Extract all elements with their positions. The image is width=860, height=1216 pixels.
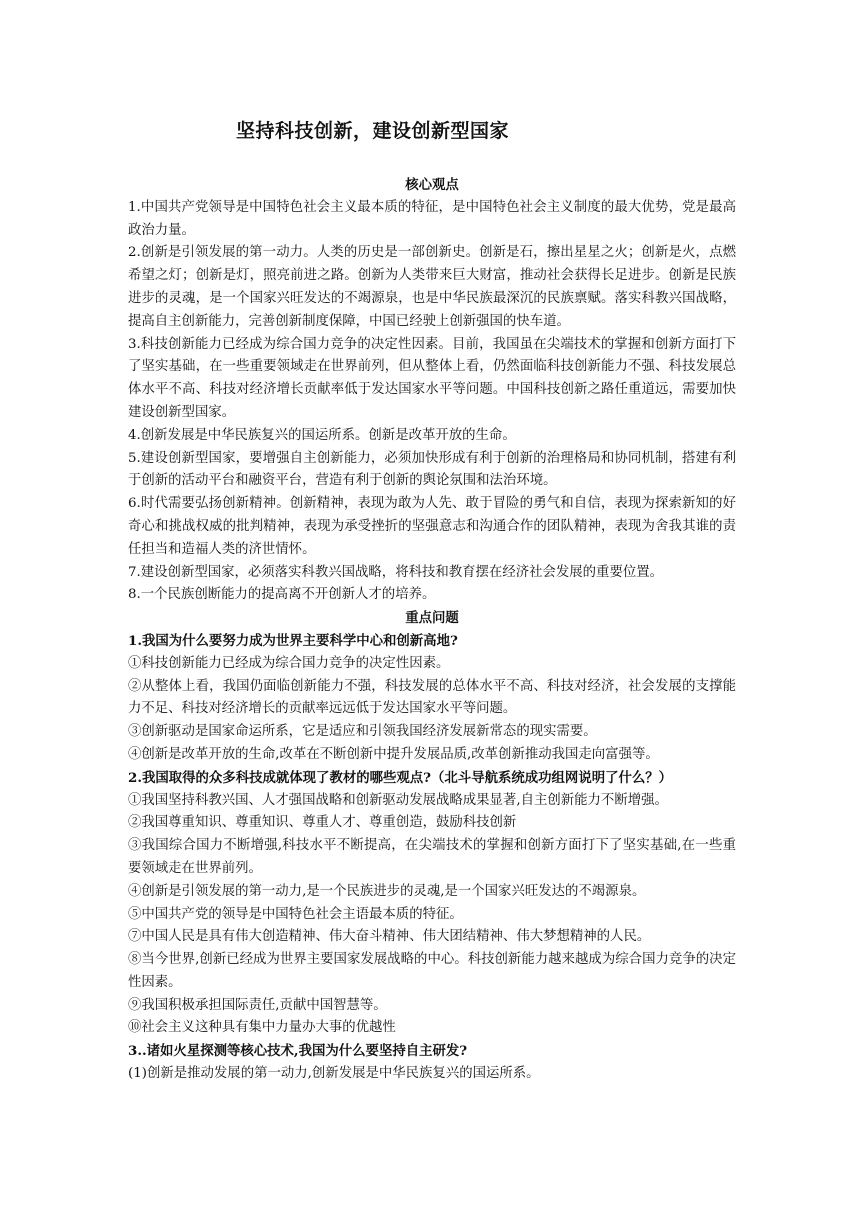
answer-item: ②从整体上看，我国仍面临创新能力不强，科技发展的总体水平不高、科技对经济，社会发展的支撑能力不足、科技对经济增长的贡献率远远低于发达国家水平等问题。 — [128, 678, 736, 717]
answer-item: ④创新是改革开放的生命,改革在不断创新中提升发展品质,改革创新推动我国走向富强等。 — [128, 746, 659, 762]
answer-item: ③创新驱动是国家命运所系，它是适应和引领我国经济发展新常态的现实需要。 — [128, 724, 597, 740]
core-point: 2.创新是引领发展的第一动力。人类的历史是一部创新史。创新是石，擦出星星之火；创新是火，点燃希望之灯；创新是灯，照亮前进之路。创新为人类带来巨大财富，推动社会获得长足进步。创新是民族进步的灵魂，是一个国家兴旺发达的不竭源泉，也是中华民族最深沉的民族禀赋。落实科教兴国战略，提高自主创新能力，完善创新制度保障，中国已经驶上创新强国的快车道。 — [128, 245, 736, 329]
document-body — [128, 174, 736, 1086]
question-3: 3..诸如火星探测等核心技术,我国为什么要坚持自主研发? — [128, 1043, 468, 1060]
core-point: 4.创新发展是中华民族复兴的国运所系。创新是改革开放的生命。 — [128, 427, 516, 443]
core-point: 3.科技创新能力已经成为综合国力竞争的决定性因素。目前，我国虽在尖端技术的掌握和创新方面打下了坚实基础，在一些重要领域走在世界前列，但从整体上看，仍然面临科技创新能力不强、科技发展总体水平不高、科技对经济增长贡献率低于发达国家水平等问题。中国科技创新之路任重道远，需要加快建设创新型国家。 — [128, 336, 736, 420]
answer-item: ①我国坚持科教兴国、人才强国战略和创新驱动发展战略成果显著,自主创新能力不断增强。 — [128, 792, 668, 808]
question-1: 1.我国为什么要努力成为世界主要科学中心和创新高地? — [128, 632, 458, 649]
core-point: 5.建设创新型国家，要增强自主创新能力，必须加快形成有利于创新的治理格局和协同机制，搭建有利于创新的活动平台和融资平台，营造有利于创新的舆论氛围和法治环境。 — [128, 450, 736, 489]
section-heading-core-points: 核心观点 — [405, 177, 459, 193]
core-point: 6.时代需要弘扬创新精神。创新精神，表现为敢为人先、敢于冒险的勇气和自信，表现为探索新知的好奇心和挑战权威的批判精神，表现为承受挫折的坚强意志和沟通合作的团队精神，表现为舍我其谁的责任担当和造福人类的济世情怀。 — [128, 496, 736, 557]
answer-item: ③我国综合国力不断增强,科技水平不断提高，在尖端技术的掌握和创新方面打下了坚实基础,在一些重要领域走在世界前列。 — [128, 838, 736, 876]
core-point: 7.建设创新型国家，必须落实科教兴国战略，将科技和教育摆在经济社会发展的重要位置。 — [128, 564, 664, 580]
page-title: 坚持科技创新，建设创新型国家 — [235, 120, 509, 142]
question-2: 2.我国取得的众多科技成就体现了教材的哪些观点?（北斗导航系统成功组网说明了什么？） — [128, 769, 673, 786]
section-heading-key-questions: 重点问题 — [405, 610, 459, 627]
answer-item: ⑤中国共产党的领导是中国特色社会主语最本质的特征。 — [128, 906, 463, 922]
answer-item: (1)创新是推动发展的第一动力,创新发展是中华民族复兴的国运所系。 — [128, 1066, 540, 1082]
core-point: 1.中国共产党领导是中国特色社会主义最本质的特征，是中国特色社会主义制度的最大优势，党是最高政治力量。 — [128, 199, 736, 238]
answer-item: ⑦中国人民是具有伟大创造精神、伟大奋斗精神、伟大团结精神、伟大梦想精神的人民。 — [128, 929, 651, 945]
core-point: 8.一个民族创断能力的提高离不开创新人才的培养。 — [128, 587, 436, 603]
answer-item: ①科技创新能力已经成为综合国力竞争的决定性因素。 — [128, 655, 450, 671]
answer-item: ④创新是引领发展的第一动力,是一个民族进步的灵魂,是一个国家兴旺发达的不竭源泉。 — [128, 883, 646, 899]
answer-item: ⑧当今世界,创新已经成为世界主要国家发展战略的中心。科技创新能力越来越成为综合国力竞争的决定性因素。 — [128, 952, 736, 990]
answer-item: ⑨我国积极承担国际责任,贡献中国智慧等。 — [128, 997, 387, 1013]
answer-item: ②我国尊重知识、尊重知识、尊重人才、尊重创造，鼓励科技创新 — [128, 815, 517, 831]
answer-item: ⑩社会主义这种具有集中力量办大事的优越性 — [128, 1020, 396, 1036]
